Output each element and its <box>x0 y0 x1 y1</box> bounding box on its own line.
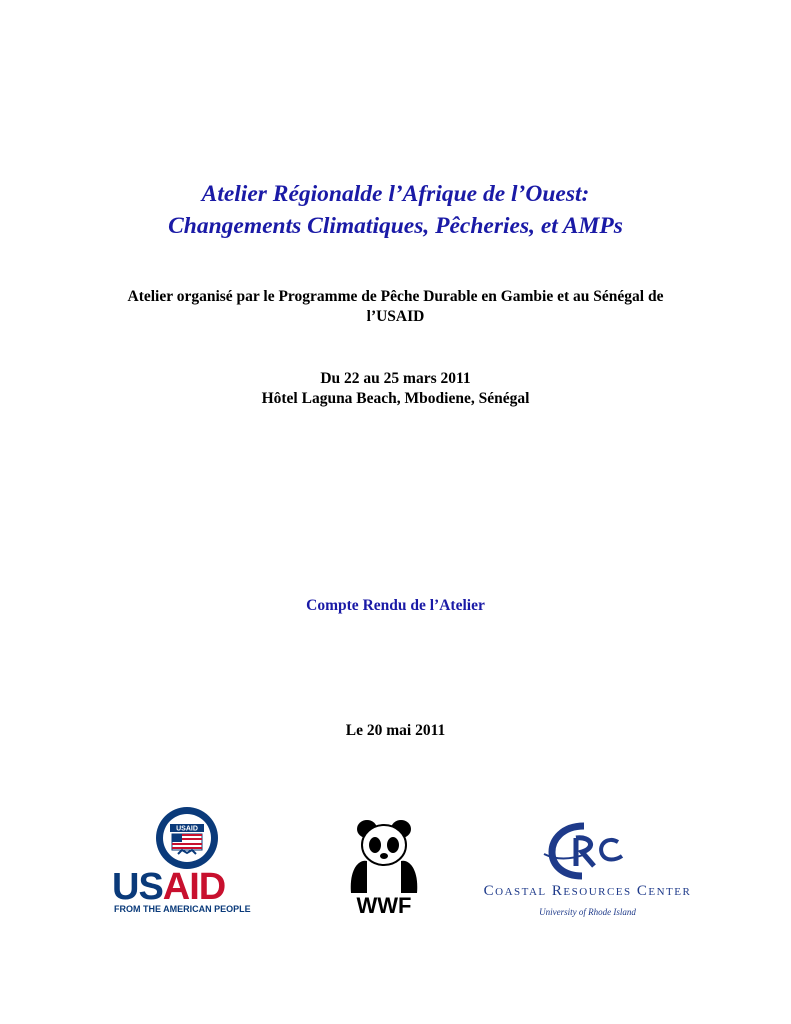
usaid-logo <box>112 806 262 918</box>
usaid-word-us: US <box>112 866 163 908</box>
venue-line: Hôtel Laguna Beach, Mbodiene, Sénégal <box>261 390 530 407</box>
crc-emblem-icon <box>542 820 632 882</box>
organizer-line-1: Atelier organisé par le Programme de Pêche Durable en Gambie et au Sénégal de <box>127 288 664 305</box>
usaid-tagline: FROM THE AMERICAN PEOPLE <box>114 904 251 914</box>
workshop-dates-venue <box>0 369 791 409</box>
crc-name: Coastal Resources Center <box>483 883 692 899</box>
document-title <box>0 178 791 242</box>
title-line-1: Atelier Régionalde l’Afrique de l’Ouest: <box>201 181 590 207</box>
dates-line: Du 22 au 25 mars 2011 <box>320 370 471 387</box>
report-date: Le 20 mai 2011 <box>345 722 446 739</box>
report-label: Compte Rendu de l’Atelier <box>306 597 485 614</box>
panda-icon <box>345 815 423 893</box>
crc-subtitle: University of Rhode Island <box>539 907 636 917</box>
organizer-text <box>0 287 791 327</box>
usaid-seal-label: USAID <box>176 825 198 833</box>
organizer-line-2: l’USAID <box>366 308 425 325</box>
usaid-wordmark <box>112 868 262 906</box>
usaid-seal-icon <box>152 806 222 870</box>
usaid-word-aid: AID <box>162 866 226 908</box>
wwf-logo <box>345 815 423 918</box>
crc-logo <box>470 820 705 920</box>
title-line-2: Changements Climatiques, Pêcheries, et AMPs <box>168 213 623 239</box>
wwf-wordmark: WWF <box>356 893 412 918</box>
